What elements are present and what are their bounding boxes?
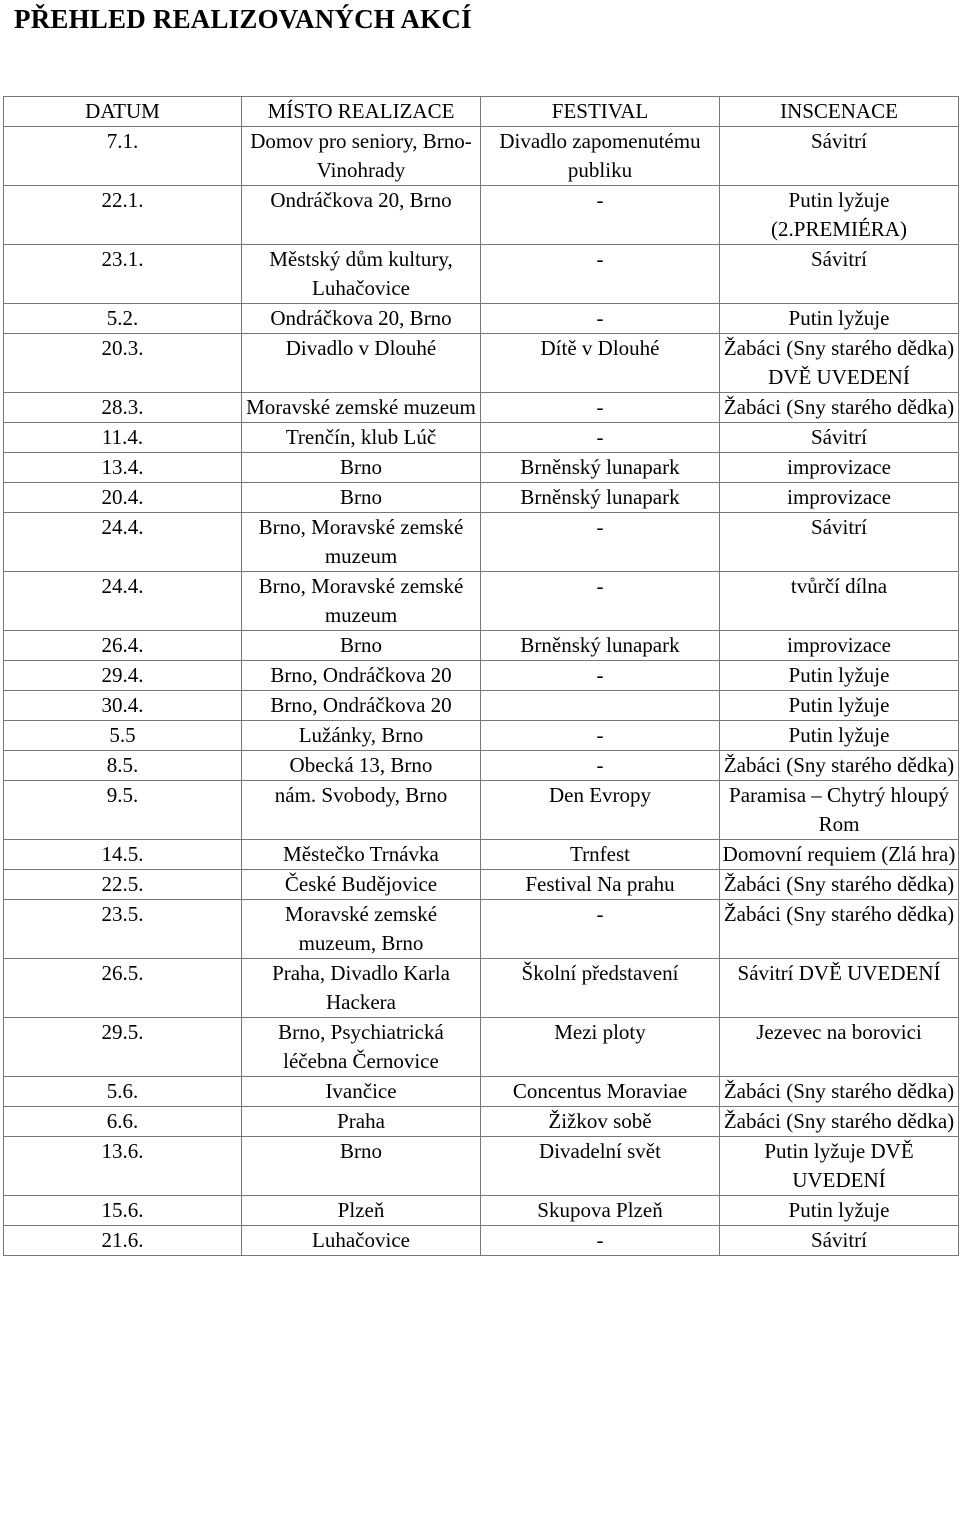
cell-play: Sávitrí DVĚ UVEDENÍ [720, 959, 959, 1018]
cell-date: 30.4. [4, 691, 242, 721]
cell-festival: - [481, 423, 720, 453]
cell-play: Domovní requiem (Zlá hra) [720, 840, 959, 870]
cell-place: Městský dům kultury, Luhačovice [242, 245, 481, 304]
cell-festival: - [481, 304, 720, 334]
cell-festival: - [481, 751, 720, 781]
table-row [4, 721, 959, 751]
cell-festival [481, 691, 720, 721]
cell-date: 11.4. [4, 423, 242, 453]
cell-date: 5.6. [4, 1077, 242, 1107]
cell-date: 22.5. [4, 870, 242, 900]
cell-date: 15.6. [4, 1196, 242, 1226]
table-row [4, 393, 959, 423]
table-row [4, 959, 959, 1018]
cell-date: 8.5. [4, 751, 242, 781]
cell-festival: Trnfest [481, 840, 720, 870]
cell-play: Žabáci (Sny starého dědka) [720, 1107, 959, 1137]
cell-place: Brno [242, 453, 481, 483]
cell-place: Domov pro seniory, Brno-Vinohrady [242, 127, 481, 186]
cell-festival: Divadlo zapomenutému publiku [481, 127, 720, 186]
cell-date: 20.3. [4, 334, 242, 393]
cell-date: 14.5. [4, 840, 242, 870]
table-row [4, 661, 959, 691]
cell-festival: - [481, 1226, 720, 1256]
cell-festival: - [481, 721, 720, 751]
cell-play: Sávitrí [720, 127, 959, 186]
cell-play: Žabáci (Sny starého dědka) [720, 1077, 959, 1107]
cell-festival: - [481, 572, 720, 631]
table-row [4, 245, 959, 304]
cell-play: improvizace [720, 453, 959, 483]
cell-play: tvůrčí dílna [720, 572, 959, 631]
cell-place: České Budějovice [242, 870, 481, 900]
cell-date: 13.6. [4, 1137, 242, 1196]
table-row [4, 900, 959, 959]
table-row [4, 1018, 959, 1077]
page-title: PŘEHLED REALIZOVANÝCH AKCÍ [14, 4, 472, 34]
cell-festival: Dítě v Dlouhé [481, 334, 720, 393]
cell-festival: Brněnský lunapark [481, 483, 720, 513]
cell-festival: Den Evropy [481, 781, 720, 840]
cell-place: Ondráčkova 20, Brno [242, 304, 481, 334]
cell-festival: Concentus Moraviae [481, 1077, 720, 1107]
table-row [4, 1226, 959, 1256]
header-festival: FESTIVAL [481, 97, 720, 127]
table-row [4, 1107, 959, 1137]
cell-festival: - [481, 393, 720, 423]
table-row [4, 513, 959, 572]
table-row [4, 691, 959, 721]
header-play: INSCENACE [720, 97, 959, 127]
cell-play: Sávitrí [720, 245, 959, 304]
cell-festival: Festival Na prahu [481, 870, 720, 900]
cell-date: 24.4. [4, 572, 242, 631]
cell-date: 26.4. [4, 631, 242, 661]
cell-place: Brno, Ondráčkova 20 [242, 691, 481, 721]
cell-date: 20.4. [4, 483, 242, 513]
cell-play: Paramisa – Chytrý hloupý Rom [720, 781, 959, 840]
cell-play: improvizace [720, 631, 959, 661]
cell-date: 22.1. [4, 186, 242, 245]
cell-date: 21.6. [4, 1226, 242, 1256]
cell-play: Žabáci (Sny starého dědka) [720, 393, 959, 423]
cell-play: Sávitrí [720, 1226, 959, 1256]
table-row [4, 1077, 959, 1107]
cell-play: Putin lyžuje [720, 661, 959, 691]
cell-place: Brno [242, 1137, 481, 1196]
cell-date: 23.1. [4, 245, 242, 304]
cell-play: Žabáci (Sny starého dědka) [720, 900, 959, 959]
cell-date: 13.4. [4, 453, 242, 483]
cell-place: Městečko Trnávka [242, 840, 481, 870]
cell-date: 23.5. [4, 900, 242, 959]
cell-festival: Školní představení [481, 959, 720, 1018]
table-row [4, 631, 959, 661]
table-row [4, 1137, 959, 1196]
table-row [4, 127, 959, 186]
cell-place: Plzeň [242, 1196, 481, 1226]
cell-play: Putin lyžuje [720, 304, 959, 334]
table-row [4, 751, 959, 781]
cell-place: Brno, Psychiatrická léčebna Černovice [242, 1018, 481, 1077]
cell-place: Moravské zemské muzeum [242, 393, 481, 423]
cell-festival: - [481, 513, 720, 572]
cell-play: Sávitrí [720, 513, 959, 572]
cell-date: 24.4. [4, 513, 242, 572]
cell-place: Ivančice [242, 1077, 481, 1107]
cell-play: Žabáci (Sny starého dědka) DVĚ UVEDENÍ [720, 334, 959, 393]
cell-place: Obecká 13, Brno [242, 751, 481, 781]
table-row [4, 423, 959, 453]
cell-place: Lužánky, Brno [242, 721, 481, 751]
cell-play: Putin lyžuje [720, 691, 959, 721]
cell-date: 5.2. [4, 304, 242, 334]
table-row [4, 186, 959, 245]
cell-play: Putin lyžuje [720, 1196, 959, 1226]
table-row [4, 304, 959, 334]
cell-festival: Divadelní svět [481, 1137, 720, 1196]
cell-place: Brno [242, 483, 481, 513]
cell-date: 6.6. [4, 1107, 242, 1137]
cell-play: Putin lyžuje DVĚ UVEDENÍ [720, 1137, 959, 1196]
cell-place: Praha, Divadlo Karla Hackera [242, 959, 481, 1018]
cell-play: improvizace [720, 483, 959, 513]
cell-place: Ondráčkova 20, Brno [242, 186, 481, 245]
cell-festival: Mezi ploty [481, 1018, 720, 1077]
table-row [4, 572, 959, 631]
cell-play: Žabáci (Sny starého dědka) [720, 870, 959, 900]
table-row [4, 334, 959, 393]
cell-place: Brno, Moravské zemské muzeum [242, 572, 481, 631]
table-row [4, 453, 959, 483]
events-table [3, 96, 959, 1256]
cell-festival: - [481, 186, 720, 245]
cell-place: Praha [242, 1107, 481, 1137]
cell-place: Luhačovice [242, 1226, 481, 1256]
cell-play: Sávitrí [720, 423, 959, 453]
table-row [4, 870, 959, 900]
cell-date: 7.1. [4, 127, 242, 186]
cell-place: Brno, Ondráčkova 20 [242, 661, 481, 691]
cell-date: 26.5. [4, 959, 242, 1018]
cell-place: Brno [242, 631, 481, 661]
cell-date: 29.5. [4, 1018, 242, 1077]
cell-festival: Skupova Plzeň [481, 1196, 720, 1226]
cell-play: Putin lyžuje [720, 721, 959, 751]
cell-date: 29.4. [4, 661, 242, 691]
cell-date: 9.5. [4, 781, 242, 840]
cell-place: Trenčín, klub Lúč [242, 423, 481, 453]
cell-play: Putin lyžuje (2.PREMIÉRA) [720, 186, 959, 245]
cell-festival: - [481, 661, 720, 691]
cell-date: 28.3. [4, 393, 242, 423]
cell-place: Brno, Moravské zemské muzeum [242, 513, 481, 572]
cell-place: nám. Svobody, Brno [242, 781, 481, 840]
cell-play: Žabáci (Sny starého dědka) [720, 751, 959, 781]
cell-festival: Brněnský lunapark [481, 453, 720, 483]
table-row [4, 781, 959, 840]
table-header-row [4, 97, 959, 127]
cell-festival: - [481, 245, 720, 304]
cell-date: 5.5 [4, 721, 242, 751]
table-row [4, 1196, 959, 1226]
header-date: DATUM [4, 97, 242, 127]
cell-festival: - [481, 900, 720, 959]
cell-festival: Žižkov sobě [481, 1107, 720, 1137]
header-place: MÍSTO REALIZACE [242, 97, 481, 127]
cell-play: Jezevec na borovici [720, 1018, 959, 1077]
table-row [4, 483, 959, 513]
cell-place: Divadlo v Dlouhé [242, 334, 481, 393]
cell-place: Moravské zemské muzeum, Brno [242, 900, 481, 959]
cell-festival: Brněnský lunapark [481, 631, 720, 661]
table-row [4, 840, 959, 870]
